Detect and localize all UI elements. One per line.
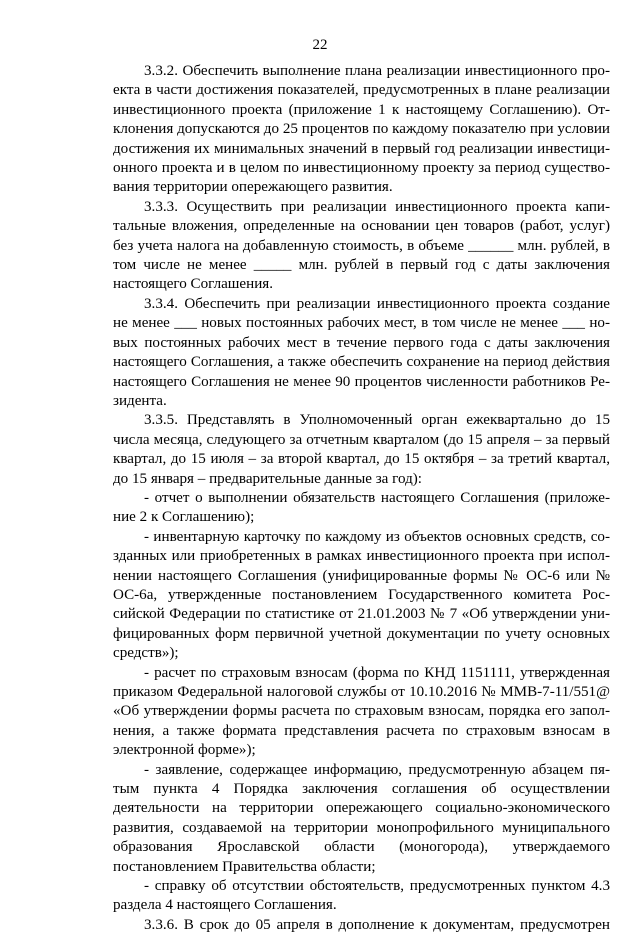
list-item-application: - заявление, содержащее информацию, предусмотренную абзацем пятым пункта 4 Порядка заключения соглашения об осуществлении деятельности на территории опережающего социально-экономического развития, создаваемой на территории монопрофильного муниципального образования Ярославской области (моногорода), утверждаемого постановлением Правительства области; xyxy=(113,761,610,875)
paragraph-3-3-5: 3.3.5. Представлять в Уполномоченный орган ежеквартально до 15 числа месяца, следующего за отчетным кварталом (до 15 апреля – за первый квартал, до 15 июля – за второй квартал, до 15 октября – за третий квартал, до 15 января – предварительные данные за год): xyxy=(113,412,610,487)
paragraph-3-3-4: 3.3.4. Обеспечить при реализации инвестиционного проекта создание не менее ___ новых постоянных рабочих мест, в том числе не менее ___ новых постоянных рабочих мест в течение первого года с даты заключения настоящего Соглашения, а также обеспечить сохранение на период действия настоящего Соглашения не менее 90 процентов численности работников Резидента. xyxy=(113,295,610,409)
document-body xyxy=(113,62,610,935)
list-item-inventory-card: - инвентарную карточку по каждому из объектов основных средств, созданных или приобретенных в рамках инвестиционного проекта при исполнении настоящего Соглашения (унифицированные формы № ОС-6 или № ОС-6а, утвержденные постановлением Государственного комитета Российской Федерации по статистике от 21.01.2003 № 7 «Об утверждении унифицированных форм первичной учетной документации по учету основных средств»); xyxy=(113,528,610,662)
page-number: 22 xyxy=(312,37,328,53)
paragraph-3-3-3: 3.3.3. Осуществить при реализации инвестиционного проекта капитальные вложения, определенные на основании цен товаров (работ, услуг) без учета налога на добавленную стоимость, в объеме ______ млн. рублей, в том числе не менее _____ млн. рублей в первый год с даты заключения настоящего Соглашения. xyxy=(113,198,610,293)
list-item-certificate: - справку об отсутствии обстоятельств, предусмотренных пунктом 4.3 раздела 4 настоящего Соглашения. xyxy=(113,878,610,914)
paragraph-3-3-2: 3.3.2. Обеспечить выполнение плана реализации инвестиционного проекта в части достижения показателей, предусмотренных в плане реализации инвестиционного проекта (приложение 1 к настоящему Соглашению). Отклонения допускаются до 25 процентов по каждому показателю при условии достижения их минимальных значений в первый год реализации инвестиционного проекта и в целом по инвестиционному проекту за период существования территории опережающего развития. xyxy=(113,63,610,196)
list-item-report: - отчет о выполнении обязательств настоящего Соглашения (приложение 2 к Соглашению); xyxy=(113,489,610,526)
paragraph-3-3-6: 3.3.6. В срок до 05 апреля в дополнение к документам, предусмотрен xyxy=(144,916,610,933)
list-item-insurance-calc: - расчет по страховым взносам (форма по КНД 1151111, утвержденная приказом Федеральной налоговой службы от 10.10.2016 № ММВ-7-11/551@ «Об утверждении формы расчета по страховым взносам, порядка его заполнения, а также формата представления расчета по страховым взносам в электронной форме»); xyxy=(113,664,610,759)
